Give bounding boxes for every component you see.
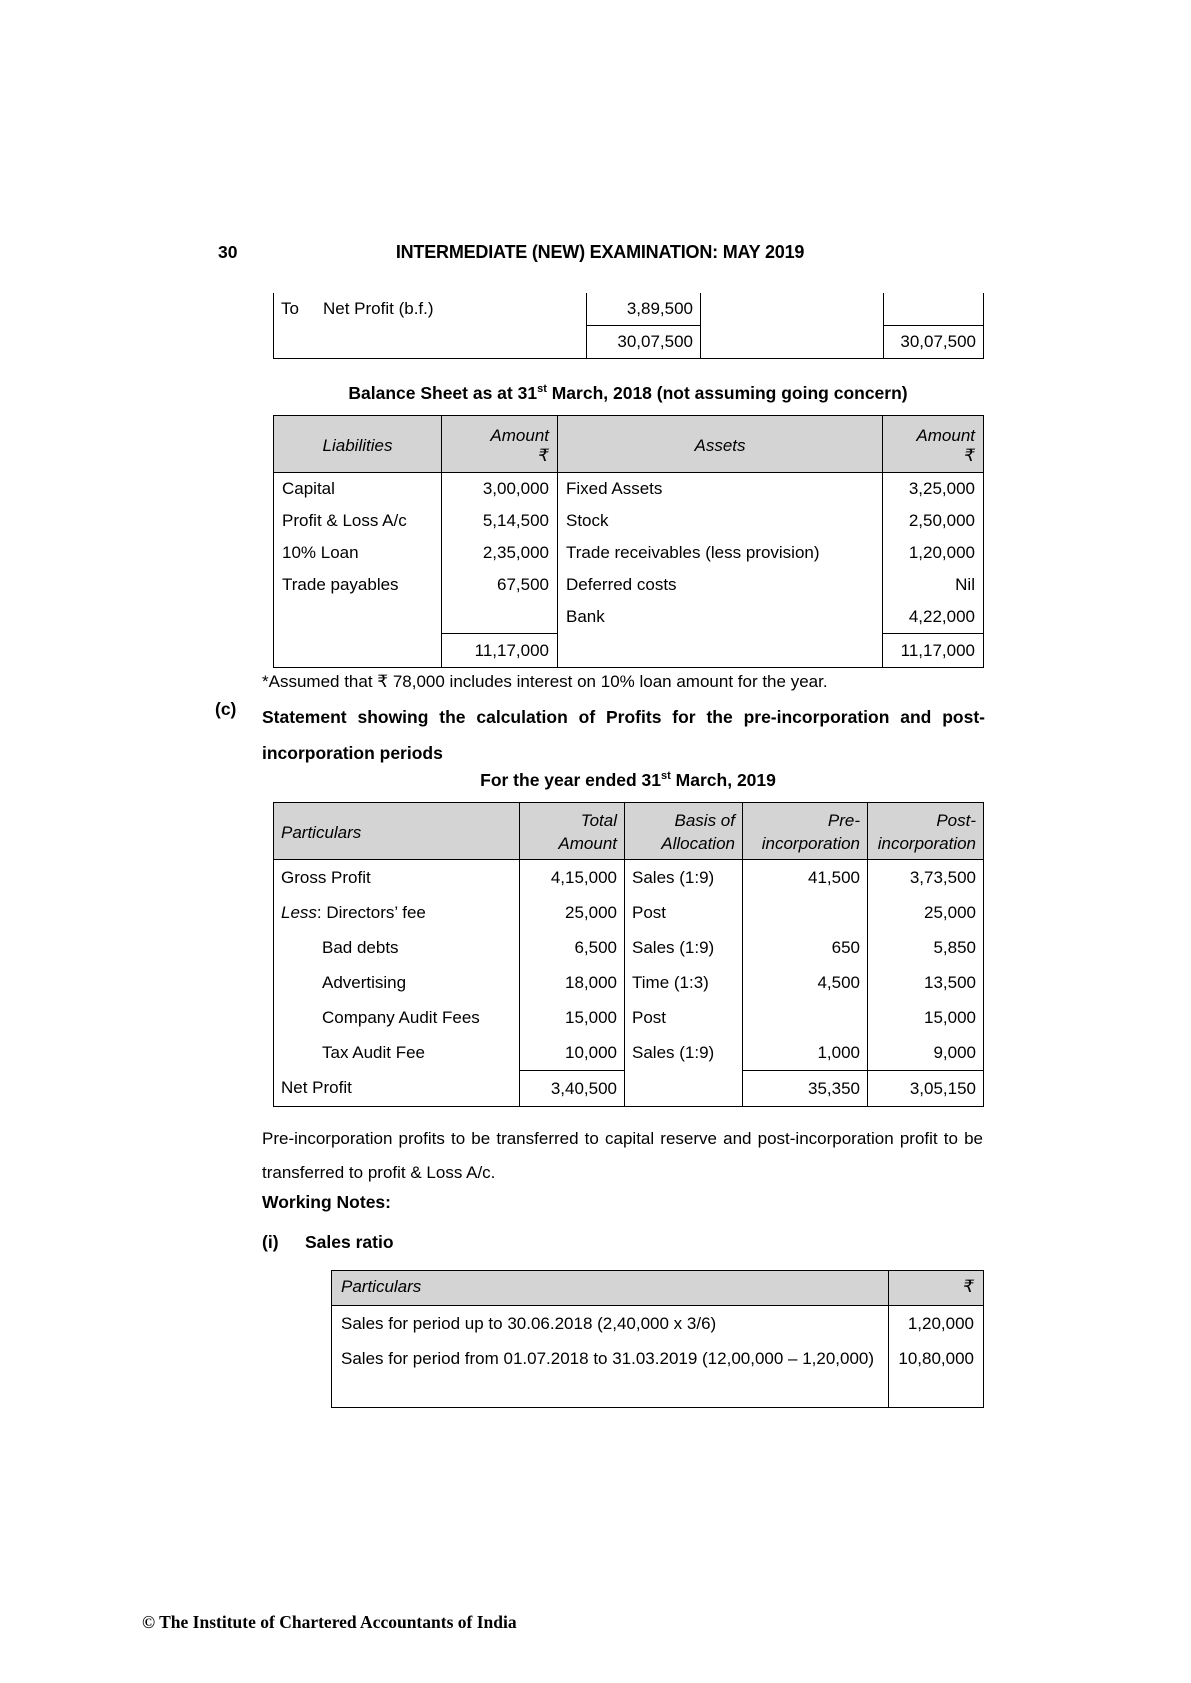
page-number: 30 [218, 242, 238, 262]
table-row [274, 569, 984, 601]
amount-cell: 1,20,000 [889, 1306, 984, 1342]
table-cell-empty [274, 326, 587, 359]
post-cell: 3,73,500 [868, 860, 984, 896]
particulars-text: : Directors’ fee [316, 902, 426, 922]
table-row [332, 1341, 984, 1408]
table-row [274, 860, 984, 896]
section-heading: Statement showing the calculation of Profits for the pre-incorporation and post-incorporation periods [262, 707, 985, 763]
profit-allocation-table [273, 802, 984, 1107]
table-cell-empty [701, 293, 884, 326]
closing-paragraph: Pre-incorporation profits to be transferred to capital reserve and post-incorporation profit to be transferred to profit & Loss A/c. [262, 1129, 983, 1182]
total-cell: 15,000 [520, 1000, 625, 1035]
asset-cell: Stock [558, 505, 883, 537]
amount-cell: 3,00,000 [442, 473, 558, 506]
page-header [215, 242, 985, 266]
note-label: (i) [262, 1232, 279, 1252]
particulars-cell: Sales for period up to 30.06.2018 (2,40,000 x 3/6) [341, 1313, 717, 1333]
subtitle-text: For the year ended 31 [480, 770, 662, 790]
table-row [332, 1306, 984, 1342]
column-header-amount [883, 416, 984, 473]
table-header-row [274, 416, 984, 473]
post-cell: 9,000 [868, 1035, 984, 1071]
pre-cell: 4,500 [743, 965, 868, 1000]
amount-cell: Nil [883, 569, 984, 601]
table-row [274, 895, 984, 930]
amount-cell: 4,22,000 [883, 601, 984, 634]
total-cell: 3,40,500 [520, 1071, 625, 1107]
basis-cell: Sales (1:9) [625, 1035, 743, 1071]
amount-cell: 1,20,000 [883, 537, 984, 569]
total-cell: 25,000 [520, 895, 625, 930]
amount-cell: 3,89,500 [587, 293, 701, 326]
total-cell: 18,000 [520, 965, 625, 1000]
table-cell-empty [884, 293, 984, 326]
table-row [274, 293, 984, 326]
table-row [274, 1000, 984, 1035]
statement-subtitle [215, 770, 1041, 791]
particulars-cell: Tax Audit Fee [322, 1042, 426, 1062]
post-cell: 5,850 [868, 930, 984, 965]
post-cell: 13,500 [868, 965, 984, 1000]
copyright-footer: © The Institute of Chartered Accountants of India [142, 1612, 517, 1632]
asset-cell: Fixed Assets [558, 473, 883, 506]
amount-cell: 2,50,000 [883, 505, 984, 537]
total-amount-cell: 11,17,000 [883, 634, 984, 668]
balance-sheet-title [215, 383, 1041, 404]
title-superscript: st [537, 383, 547, 396]
table-row [274, 601, 984, 634]
rupee-symbol: ₹ [964, 446, 975, 465]
row-label-cell [274, 293, 587, 326]
pre-cell: 41,500 [743, 860, 868, 896]
total-cell: 10,000 [520, 1035, 625, 1071]
particulars-cell: Bad debts [322, 937, 399, 957]
basis-cell: Time (1:3) [625, 965, 743, 1000]
table-cell-empty [625, 1071, 743, 1107]
amount-cell: 5,14,500 [442, 505, 558, 537]
table-total-row [274, 634, 984, 668]
title-text: Balance Sheet as at 31 [348, 383, 538, 403]
rupee-symbol: ₹ [538, 446, 549, 465]
asset-cell: Deferred costs [558, 569, 883, 601]
column-header-amount [442, 416, 558, 473]
basis-cell: Sales (1:9) [625, 930, 743, 965]
row-label: Net Profit (b.f.) [323, 299, 434, 319]
post-cell: 3,05,150 [868, 1071, 984, 1107]
table-cell-empty [558, 634, 883, 668]
basis-cell: Sales (1:9) [625, 860, 743, 896]
amount-cell: 67,500 [442, 569, 558, 601]
particulars-cell: Gross Profit [281, 867, 371, 887]
table-row [274, 965, 984, 1000]
liability-cell: Capital [282, 479, 335, 498]
table-row [274, 537, 984, 569]
post-cell: 25,000 [868, 895, 984, 930]
header-line: Amount [490, 426, 549, 445]
pre-cell: 35,350 [743, 1071, 868, 1107]
working-notes-heading: Working Notes: [262, 1192, 391, 1212]
amount-cell: 2,35,000 [442, 537, 558, 569]
row-prefix: To [281, 299, 299, 319]
asset-cell: Bank [558, 601, 883, 634]
post-cell: 15,000 [868, 1000, 984, 1035]
particulars-cell: Sales for period from 01.07.2018 to 31.03.2019 (12,00,000 – 1,20,000) [341, 1349, 875, 1368]
column-header-basis: Basis of Allocation [625, 803, 743, 860]
table-row [274, 505, 984, 537]
total-cell: 6,500 [520, 930, 625, 965]
title-text: March, 2018 (not assuming going concern) [546, 383, 908, 403]
particulars-cell: Company Audit Fees [322, 1007, 480, 1027]
subtitle-superscript: st [661, 770, 671, 783]
column-header-liabilities: Liabilities [274, 416, 442, 473]
basis-cell: Post [625, 895, 743, 930]
pre-cell: 1,000 [743, 1035, 868, 1071]
balance-sheet-footnote: *Assumed that ₹ 78,000 includes interest on 10% loan amount for the year. [262, 672, 828, 691]
particulars-cell [274, 895, 520, 930]
column-header-total-amount: Total Amount [520, 803, 625, 860]
table-row [274, 473, 984, 506]
total-amount-cell: 11,17,000 [442, 634, 558, 668]
liability-cell: Trade payables [282, 575, 399, 594]
total-amount-cell: 30,07,500 [587, 326, 701, 359]
note-title: Sales ratio [305, 1232, 394, 1252]
balance-sheet-table [273, 415, 984, 668]
table-total-row [274, 326, 984, 359]
sales-ratio-table [331, 1270, 984, 1408]
section-label: (c) [215, 699, 237, 719]
table-cell-empty [274, 634, 442, 668]
amount-cell: 10,80,000 [889, 1341, 984, 1408]
total-cell: 4,15,000 [520, 860, 625, 896]
table-header-row [274, 803, 984, 860]
particulars-cell: Net Profit [281, 1078, 352, 1098]
header-line: Amount [916, 426, 975, 445]
liability-cell: 10% Loan [282, 543, 359, 562]
column-header-post-incorporation: Post-incorporation [868, 803, 984, 860]
basis-cell: Post [625, 1000, 743, 1035]
table-row [274, 930, 984, 965]
section-c [215, 699, 985, 771]
less-label: Less [281, 902, 317, 922]
column-header-assets: Assets [558, 416, 883, 473]
note-i [262, 1232, 394, 1253]
total-amount-cell: 30,07,500 [884, 326, 984, 359]
pre-cell: 650 [743, 930, 868, 965]
net-profit-carry-table [273, 293, 984, 359]
pre-cell [743, 895, 868, 930]
table-header-row [332, 1271, 984, 1306]
pre-cell [743, 1000, 868, 1035]
table-row [274, 1035, 984, 1071]
page-title: INTERMEDIATE (NEW) EXAMINATION: MAY 2019 [395, 242, 805, 262]
asset-cell: Trade receivables (less provision) [558, 537, 883, 569]
amount-cell: 3,25,000 [883, 473, 984, 506]
subtitle-text: March, 2019 [670, 770, 776, 790]
table-cell-empty [701, 326, 884, 359]
liability-cell [274, 601, 442, 634]
column-header-particulars: Particulars [274, 803, 520, 860]
particulars-cell: Advertising [322, 972, 407, 992]
column-header-particulars: Particulars [332, 1271, 889, 1306]
column-header-rupee: ₹ [889, 1271, 984, 1306]
table-total-row [274, 1071, 984, 1107]
column-header-pre-incorporation: Pre-incorporation [743, 803, 868, 860]
liability-cell: Profit & Loss A/c [282, 511, 407, 530]
amount-cell [442, 601, 558, 634]
